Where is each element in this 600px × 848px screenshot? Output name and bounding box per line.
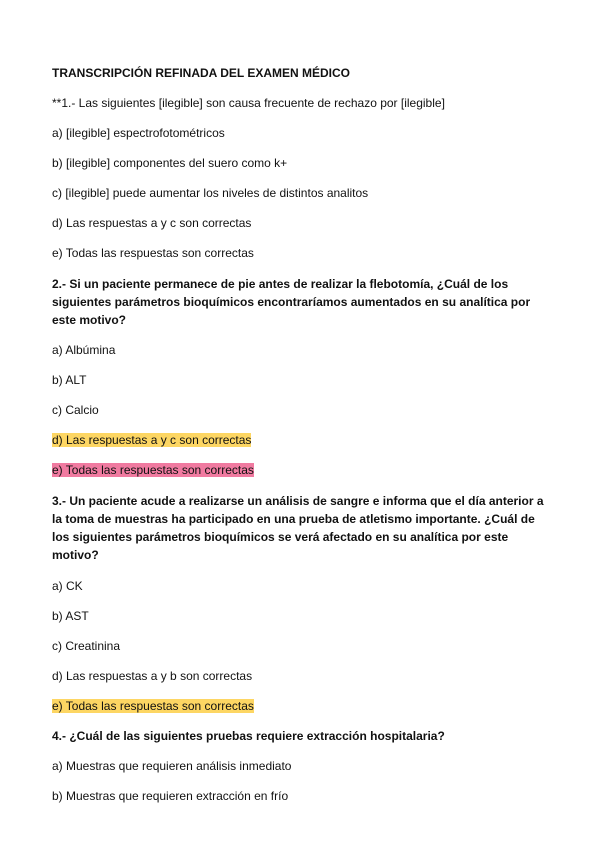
question-1-option-c: c) [ilegible] puede aumentar los niveles de distintos analitos [52, 186, 369, 200]
question-1-option-a: a) [ilegible] espectrofotométricos [52, 126, 225, 140]
highlight-yellow: e) Todas las respuestas son correctas [52, 699, 254, 713]
question-2-option-e [52, 463, 254, 478]
question-3-option-b: b) AST [52, 609, 89, 623]
question-3-text: 3.- Un paciente acude a realizarse un análisis de sangre e informa que el día anterior a la toma de muestras ha participado en una prueba de atletismo importante. ¿Cuál de los siguientes parámetros bioquímicos se verá afectado en su analítica por este motivo? [52, 494, 544, 562]
question-3-option-d: d) Las respuestas a y b son correctas [52, 669, 253, 683]
question-2-text: 2.- Si un paciente permanece de pie antes de realizar la flebotomía, ¿Cuál de los siguientes parámetros bioquímicos encontraríamos aumentados en su analítica por este motivo? [52, 277, 531, 327]
question-3-option-e [52, 699, 254, 714]
document-title: TRANSCRIPCIÓN REFINADA DEL EXAMEN MÉDICO [52, 66, 351, 80]
question-2-option-d [52, 433, 251, 448]
highlight-yellow: d) Las respuestas a y c son correctas [52, 433, 252, 447]
question-3-option-c: c) Creatinina [52, 639, 121, 653]
question-4-option-a: a) Muestras que requieren análisis inmediato [52, 759, 292, 773]
question-1-text: **1.- Las siguientes [ilegible] son causa frecuente de rechazo por [ilegible] [52, 96, 445, 110]
question-2-option-b: b) ALT [52, 373, 87, 387]
question-3-option-a: a) CK [52, 579, 83, 593]
highlight-pink: e) Todas las respuestas son correctas [52, 463, 254, 477]
question-4-text: 4.- ¿Cuál de las siguientes pruebas requiere extracción hospitalaria? [52, 729, 445, 743]
question-4-option-b: b) Muestras que requieren extracción en frío [52, 789, 289, 803]
question-1-option-d: d) Las respuestas a y c son correctas [52, 216, 252, 230]
question-1-option-b: b) [ilegible] componentes del suero como k+ [52, 156, 288, 170]
question-1-option-e: e) Todas las respuestas son correctas [52, 246, 254, 260]
question-2-option-c: c) Calcio [52, 403, 99, 417]
question-2-option-a: a) Albúmina [52, 343, 116, 357]
